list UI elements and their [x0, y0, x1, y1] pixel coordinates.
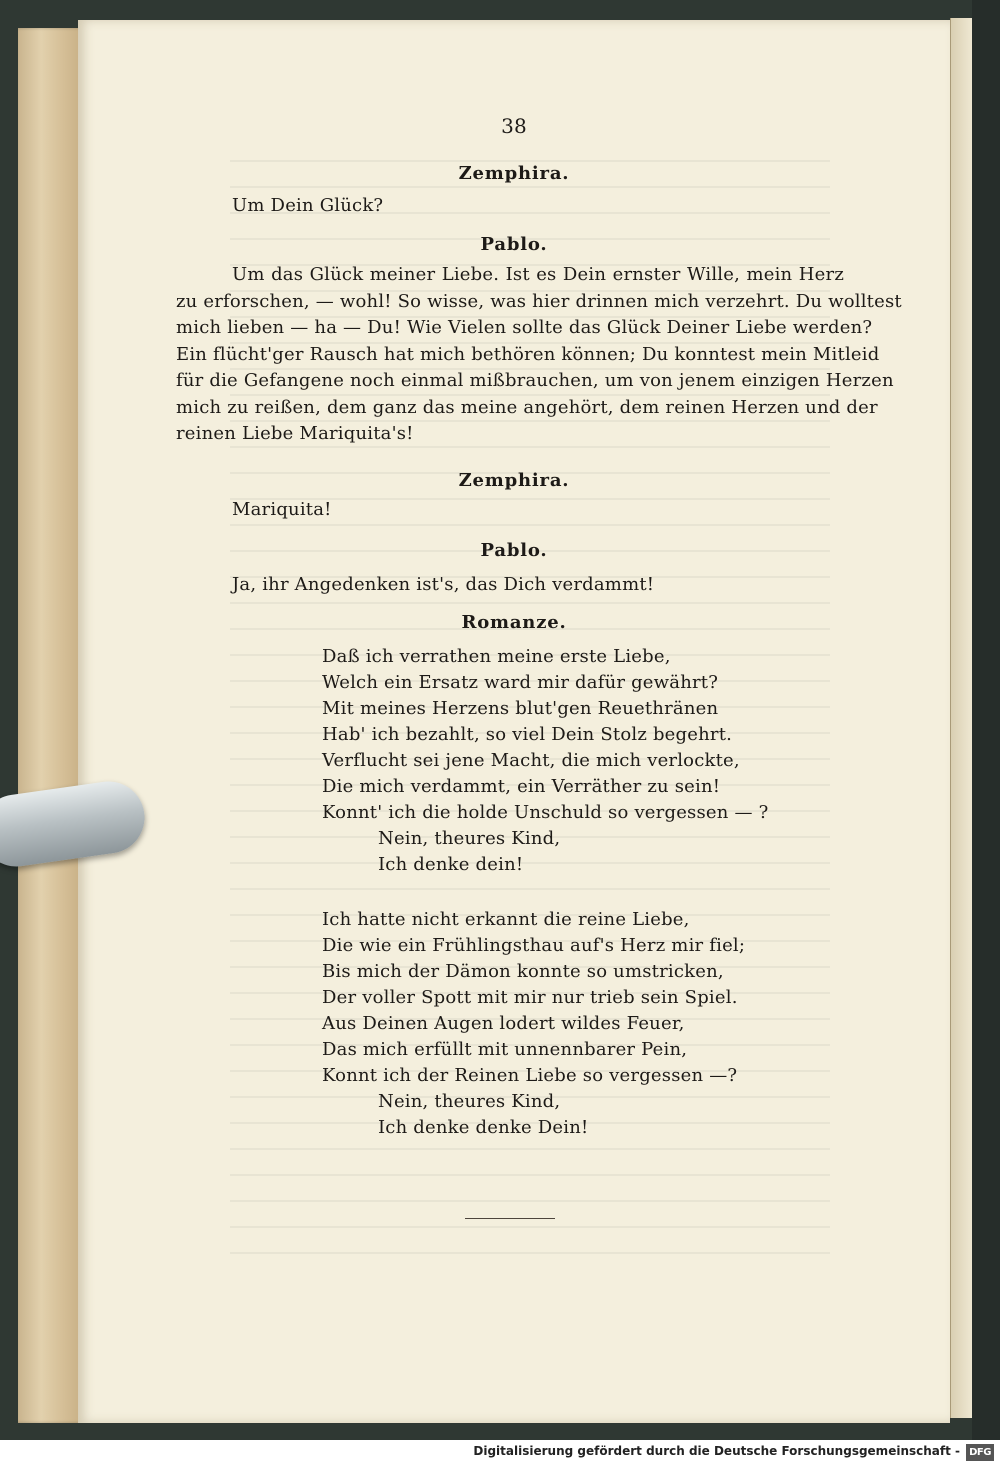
speaker-name: Pablo. [480, 234, 548, 255]
section-divider [465, 1218, 555, 1219]
verse-line: Die mich verdammt, ein Verräther zu sein! [322, 776, 721, 797]
verse-line: Der voller Spott mit mir nur trieb sein Spiel. [322, 987, 738, 1008]
verse-line: Hab' ich bezahlt, so viel Dein Stolz begehrt. [322, 724, 733, 745]
page-number: 38 [501, 114, 527, 138]
romance-title: Romanze. [461, 612, 567, 633]
paragraph-line: reinen Liebe Mariquita's! [176, 423, 414, 444]
paragraph-line: zu erforschen, — wohl! So wisse, was hier drinnen mich verzehrt. Du wolltest [176, 290, 902, 312]
speaker-name: Zemphira. [458, 470, 570, 491]
funding-credit: Digitalisierung gefördert durch die Deutsche Forschungsgemeinschaft - [473, 1444, 960, 1458]
page-stack-edge [18, 28, 84, 1423]
paragraph-line: mich zu reißen, dem ganz das meine angehört, dem reinen Herzen und der [176, 396, 878, 418]
verse-line: Verflucht sei jene Macht, die mich verlockte, [322, 750, 740, 771]
paragraph-line: Um das Glück meiner Liebe. Ist es Dein ernster Wille, mein Herz [232, 264, 844, 285]
verse-line: Bis mich der Dämon konnte so umstricken, [322, 961, 724, 982]
verse-line: Die wie ein Frühlingsthau auf's Herz mir fiel; [322, 935, 746, 956]
verse-line: Ich hatte nicht erkannt die reine Liebe, [322, 909, 690, 930]
paragraph-line: mich lieben — ha — Du! Wie Vielen sollte das Glück Deiner Liebe werden? [176, 317, 873, 338]
verse-line: Konnt' ich die holde Unschuld so vergessen — ? [322, 802, 769, 823]
refrain-line: Ich denke dein! [378, 854, 524, 875]
next-page-edge [950, 18, 973, 1418]
verse-line: Das mich erfüllt mit unnennbarer Pein, [322, 1039, 688, 1060]
dialogue-line: Mariquita! [232, 499, 332, 520]
speaker-name: Zemphira. [458, 163, 570, 184]
verse-line: Mit meines Herzens blut'gen Reuethränen [322, 698, 719, 719]
verse-stanza [322, 907, 745, 1141]
scanner-background [972, 0, 1000, 1440]
verse-line: Daß ich verrathen meine erste Liebe, [322, 646, 671, 667]
verse-line: Welch ein Ersatz ward mir dafür gewährt? [322, 672, 719, 693]
speaker-name: Pablo. [480, 540, 548, 561]
dialogue-paragraph [176, 262, 902, 448]
refrain-line: Nein, theures Kind, [378, 828, 561, 849]
refrain-line: Ich denke denke Dein! [378, 1117, 589, 1138]
paragraph-line: für die Gefangene noch einmal mißbrauchen, um von jenem einzigen Herzen [176, 370, 894, 391]
dialogue-line: Ja, ihr Angedenken ist's, das Dich verdammt! [232, 574, 655, 595]
verse-stanza [322, 644, 768, 878]
dfg-logo: DFG [966, 1444, 994, 1461]
paragraph-line: Ein flücht'ger Rausch hat mich bethören können; Du konntest mein Mitleid [176, 343, 880, 365]
verse-line: Konnt ich der Reinen Liebe so vergessen —? [322, 1065, 738, 1086]
footer-bar [0, 1440, 1000, 1466]
verse-line: Aus Deinen Augen lodert wildes Feuer, [322, 1013, 685, 1034]
dialogue-line: Um Dein Glück? [232, 195, 384, 216]
refrain-line: Nein, theures Kind, [378, 1091, 561, 1112]
